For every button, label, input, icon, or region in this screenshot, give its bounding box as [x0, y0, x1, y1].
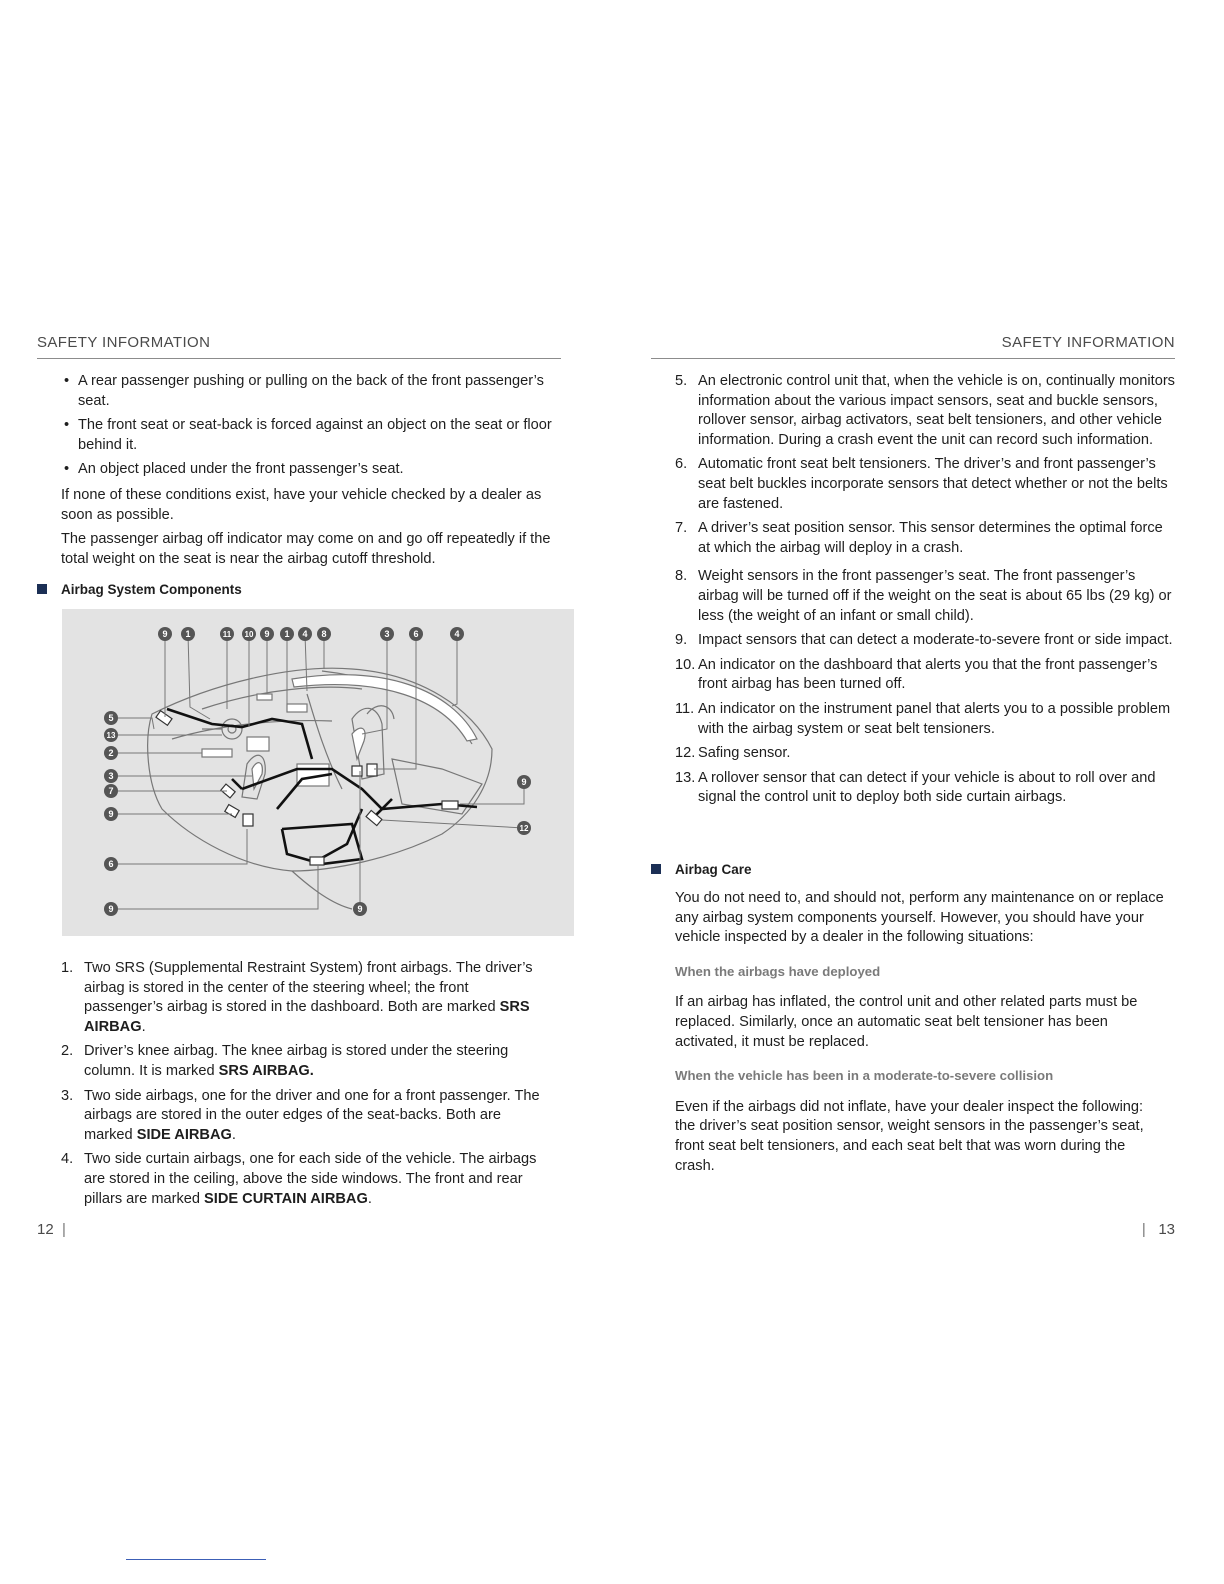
list-item: 2. Driver’s knee airbag. The knee airbag is stored under the steering column. It is marked SRS AIRBAG.	[61, 1043, 509, 1079]
body-paragraphs	[61, 486, 561, 574]
component-list	[61, 959, 551, 1214]
paragraph: If none of these conditions exist, have your vehicle checked by a dealer as soon as possible.	[61, 487, 542, 523]
callout-label: 7	[108, 786, 114, 796]
list-item: 11. An indicator on the instrument panel that alerts you to a possible problem with the airbag system or seat belt tensioners.	[675, 700, 1171, 737]
callout-label: 9	[357, 904, 363, 914]
section-square-icon	[651, 864, 661, 874]
callout-label: 1	[185, 629, 191, 639]
page-number: | 13	[1141, 1221, 1175, 1238]
callout-label: 9	[162, 629, 168, 639]
callout-label: 5	[108, 713, 114, 723]
airbag-components-figure	[62, 609, 574, 936]
list-item: 1. Two SRS (Supplemental Restraint System) front airbags. The driver’s airbag is stored in the center of the steering wheel; the front passenger’s airbag is stored in the dashboard. Both are marked SRS AIRBAG.	[61, 960, 533, 1035]
list-item: 5. An electronic control unit that, when the vehicle is on, continually monitors information about the various impact sensors, seat and buckle sensors, rollover sensor, airbag activators, seat belt tensioners, and other vehicle information. During a crash event the unit can record such information.	[675, 373, 1175, 448]
header-rule	[37, 358, 561, 359]
running-head: SAFETY INFORMATION	[1001, 334, 1175, 351]
callout-label: 9	[521, 777, 527, 787]
car-interior-illustration	[62, 609, 574, 936]
paragraph: The passenger airbag off indicator may come on and go off repeatedly if the total weight on the seat is near the airbag cutoff threshold.	[61, 531, 551, 567]
callout-label: 1	[284, 629, 290, 639]
callout-label: 12	[519, 824, 529, 833]
callout-label: 4	[454, 629, 460, 639]
callout-label: 3	[108, 771, 114, 781]
callout-label: 6	[413, 629, 419, 639]
callout-label: 3	[384, 629, 390, 639]
callout-label: 9	[108, 809, 114, 819]
section-title: Airbag System Components	[61, 582, 242, 597]
bottom-link-underline	[126, 1559, 266, 1560]
component-list-continued	[675, 372, 1175, 813]
airbag-care-section	[675, 889, 1165, 1181]
section-heading	[37, 582, 242, 597]
callout-label: 2	[108, 748, 114, 758]
bullet-item: • The front seat or seat-back is forced against an object on the seat or floor behind it.	[61, 416, 561, 455]
callout-label: 10	[244, 630, 254, 639]
callout-label: 11	[222, 630, 232, 639]
right-page	[651, 0, 1175, 1584]
list-item: 13. A rollover sensor that can detect if your vehicle is about to roll over and signal the control unit to deploy both side curtain airbags.	[675, 769, 1156, 806]
list-item: 12. Safing sensor.	[675, 745, 791, 762]
callout-label: 9	[264, 629, 270, 639]
section-title: Airbag Care	[675, 862, 752, 877]
callout-label: 9	[108, 904, 114, 914]
paragraph: If an airbag has inflated, the control unit and other related parts must be replaced. Similarly, once an automatic seat belt tensioner has been activated, it must be replaced.	[675, 994, 1138, 1050]
list-item: 6. Automatic front seat belt tensioners. The driver’s and front passenger’s seat belt buckles incorporate sensors that detect whether or not the belts are fastened.	[675, 456, 1168, 512]
section-heading	[651, 862, 752, 877]
list-item: 7. A driver’s seat position sensor. This sensor determines the optimal force at which the airbag will deploy in a crash.	[675, 520, 1163, 556]
condition-bullets	[61, 372, 561, 485]
paragraph: Even if the airbags did not inflate, have your dealer inspect the following: the driver’s seat position sensor, weight sensors in the passenger’s seat, front seat belt tensioners, and each seat belt that was worn during the crash.	[675, 1098, 1144, 1174]
bullet-item: • An object placed under the front passenger’s seat.	[61, 460, 561, 480]
bullet-item: • A rear passenger pushing or pulling on the back of the front passenger’s seat.	[61, 372, 561, 411]
left-page	[37, 0, 561, 1584]
subheading: When the airbags have deployed	[675, 963, 881, 979]
list-item: 8. Weight sensors in the front passenger’s seat. The front passenger’s airbag will be turned off if the weight on the seat is about 65 lbs (29 kg) or less (the weight of an infant or small child).	[675, 568, 1172, 624]
paragraph: You do not need to, and should not, perform any maintenance on or replace any airbag system components yourself. However, you should have your vehicle inspected by a dealer in the following situations:	[675, 890, 1164, 946]
running-head: SAFETY INFORMATION	[37, 334, 211, 351]
list-item: 4. Two side curtain airbags, one for each side of the vehicle. The airbags are stored in the ceiling, above the side windows. The front and rear pillars are marked SIDE CURTAIN AIRBAG.	[61, 1151, 537, 1207]
subheading: When the vehicle has been in a moderate-to-severe collision	[675, 1068, 1054, 1084]
callout-label: 8	[321, 629, 327, 639]
header-rule	[651, 358, 1175, 359]
page-number: 12 |	[37, 1221, 66, 1238]
callout-label: 13	[106, 731, 116, 740]
list-item: 10. An indicator on the dashboard that alerts you that the front passenger’s front airbag has been turned off.	[675, 656, 1158, 693]
list-item: 9. Impact sensors that can detect a moderate-to-severe front or side impact.	[675, 632, 1173, 649]
list-item: 3. Two side airbags, one for the driver and one for a front passenger. The airbags are stored in the outer edges of the seat-backs. Both are marked SIDE AIRBAG.	[61, 1087, 540, 1143]
section-square-icon	[37, 584, 47, 594]
callout-label: 6	[108, 859, 114, 869]
callout-label: 4	[302, 629, 308, 639]
